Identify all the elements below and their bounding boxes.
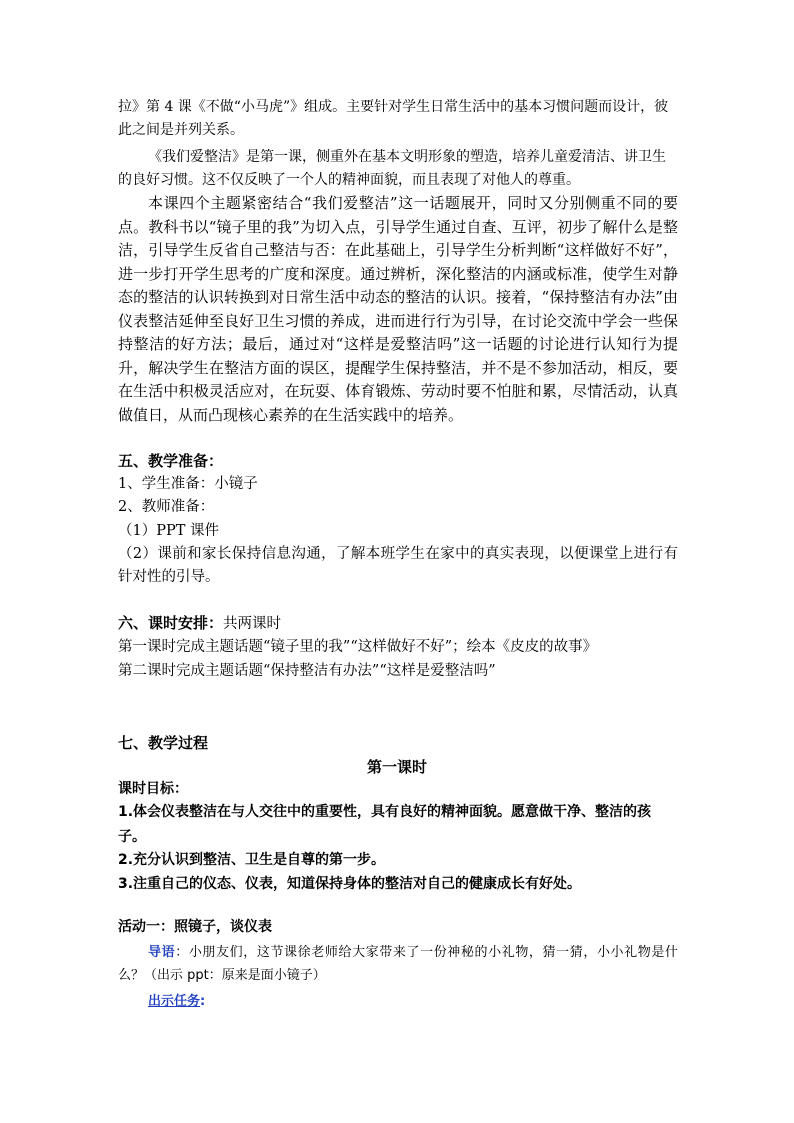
section-6-title: 六、课时安排： xyxy=(118,614,224,632)
intro-paragraph-1: 拉》第 4 课《不做“小马虎”》组成。主要针对学生日常生活中的基本习惯问题而设计，彼此之间是并列关系。 xyxy=(118,99,669,138)
objective-3: 3.注重自己的仪态、仪表，知道保持身体的整洁对自己的健康成长有好处。 xyxy=(118,876,582,892)
task-label: 出示任务 xyxy=(148,994,201,1009)
intro-paragraph-2: 《我们爱整洁》是第一课，侧重外在基本文明形象的塑造，培养儿童爱清洁、讲卫生的良好习惯。这不仅反映了一个人的精神面貌，而且表现了对他人的尊重。 xyxy=(118,149,666,188)
prep-item-2: 2、教师准备： xyxy=(118,499,215,515)
objectives-label: 课时目标： xyxy=(118,781,188,797)
intro-dialogue-text: ：小朋友们，这节课徐老师给大家带来了一份神秘的小礼物，猜一猜，小小礼物是什么？（出示 ppt：原来是面小镜子） xyxy=(118,945,678,983)
task-label-colon: : xyxy=(200,994,206,1009)
objective-1: 1.体会仪表整洁在与人交往中的重要性，具有良好的精神面貌。愿意做干净、整洁的孩子。 xyxy=(118,804,652,845)
intro-label: 导语 xyxy=(148,945,176,960)
task-line xyxy=(118,990,678,1013)
prep-item-4: （2）课前和家长保持信息沟通，了解本班学生在家中的真实表现，以便课堂上进行有针对性的引导。 xyxy=(118,546,678,585)
section-7-heading: 七、教学过程 xyxy=(118,734,209,752)
schedule-line-2: 第二课时完成主题话题“保持整洁有办法”“这样是爱整洁吗” xyxy=(118,663,496,679)
objective-2: 2.充分认识到整洁、卫生是自尊的第一步。 xyxy=(118,852,386,868)
activity-1-heading: 活动一：照镜子，谈仪表 xyxy=(118,919,272,935)
prep-item-1: 1、学生准备：小镜子 xyxy=(118,476,258,492)
prep-item-3: （1）PPT 课件 xyxy=(118,523,220,539)
section-6-heading xyxy=(118,612,281,635)
section-5-heading: 五、教学准备： xyxy=(118,452,224,470)
schedule-line-1: 第一课时完成主题话题“镜子里的我”“这样做好不好”；绘本《皮皮的故事》 xyxy=(118,639,598,655)
section-6-title-value: 共两课时 xyxy=(223,616,282,632)
lesson-title: 第一课时 xyxy=(366,758,427,776)
intro-paragraph-3: 本课四个主题紧密结合“我们爱整洁”这一话题展开，同时又分别侧重不同的要点。教科书以“镜子里的我”为切入点，引导学生通过自查、互评，初步了解什么是整洁，引导学生反省自己整洁与否：在此基础上，引导学生分析判断“这样做好不好”，进一步打开学生思考的广度和深度。通过辨析，深化整洁的内涵或标准，使学生对静态的整洁的认识转换到对日常生活中动态的整洁的认识。接着，“保持整洁有办法”由仪表整洁延伸至良好卫生习惯的养成，进而进行行为引导，在讨论交流中学会一些保持整洁的好方法；最后，通过对“这样是爱整洁吗”这一话题的讨论进行认知行为提升，解决学生在整洁方面的误区，提醒学生保持整洁，并不是不参加活动，相反，要在生活中积极灵活应对，在玩耍、体育锻炼、劳动时要不怕脏和累，尽情活动，认真做值日，从而凸现核心素养的在生活实践中的培养。 xyxy=(118,194,678,424)
intro-dialogue xyxy=(118,941,678,987)
